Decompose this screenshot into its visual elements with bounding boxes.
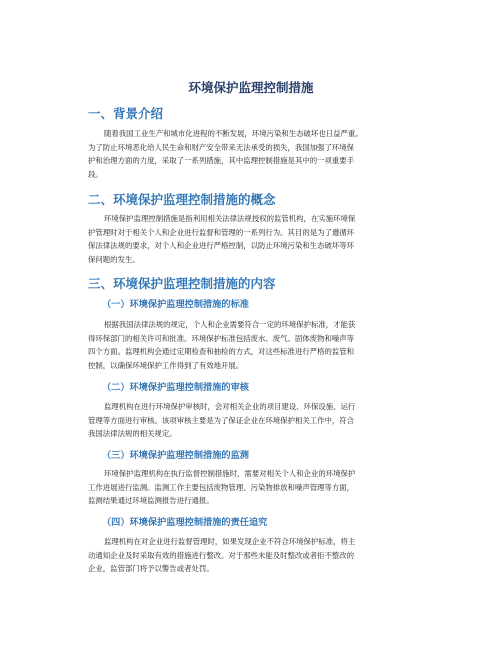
section-heading-concept: 二、环境保护监理控制措施的概念 bbox=[88, 192, 276, 207]
text-line: 监理机构在对企业进行监督管理时，如果发现企业不符合环境保护标准，将主 bbox=[104, 537, 356, 546]
text-line: 管理等方面进行审核。该项审核主要是为了保证企业在环境保护相关工作中，符合 bbox=[88, 415, 355, 425]
text-line: 控制，以确保环境保护工作得到了有效地开展。 bbox=[88, 360, 244, 370]
text-line: 保问题的发生。 bbox=[88, 254, 140, 264]
text-line: 监测结果通过环境监测报告进行通报。 bbox=[88, 496, 214, 505]
subsection-heading-accountability: （四）环境保护监理控制措施的责任追究 bbox=[102, 517, 268, 528]
text-line: 环境保护监理控制措施是指利用相关法律法规授权的监管机构，在实施环境保 bbox=[104, 214, 356, 223]
paragraph-monitoring bbox=[88, 467, 418, 508]
section-heading-background: 一、背景介绍 bbox=[88, 106, 164, 121]
text-line: 护管理时对于相关个人和企业进行监督和管理的一系列行为。其目的是为了遵循环 bbox=[88, 227, 355, 237]
text-line: 为了防止环境恶化给人民生命和财产安全带来无法承受的损失，我国加强了环境保 bbox=[88, 142, 355, 152]
paragraph-standards bbox=[88, 318, 418, 372]
text-line: 保法律法规的要求，对个人和企业进行严格控制，以防止环境污染和生态破坏等环 bbox=[88, 241, 355, 250]
subsection-heading-review: （二）环境保护监理控制措施的审核 bbox=[102, 382, 249, 393]
text-line: 四个方面。监理机构会通过定期检查和抽检的方式，对这些标准进行严格的监管和 bbox=[88, 347, 355, 356]
section-heading-content: 三、环境保护监理控制措施的内容 bbox=[88, 276, 276, 291]
paragraph-concept bbox=[88, 212, 418, 266]
document-title: 环境保护监理控制措施 bbox=[188, 80, 314, 95]
text-line: 环境保护监理机构在执行监督控制措施时，需要对相关个人和企业的环境保护 bbox=[104, 469, 356, 478]
text-line: 根据我国法律法规的规定，个人和企业需要符合一定的环境保护标准，才能获 bbox=[104, 320, 356, 329]
subsection-heading-standards: （一）环境保护监理控制措施的标准 bbox=[102, 299, 249, 310]
text-line: 动通知企业及时采取有效的措施进行整改。对于那些未能及时整改或者拒不整改的 bbox=[88, 550, 355, 560]
subsection-heading-monitoring: （三）环境保护监理控制措施的监测 bbox=[102, 450, 249, 461]
text-line: 企业，监管部门将予以警告或者处罚。 bbox=[88, 564, 214, 573]
text-line: 段。 bbox=[88, 169, 103, 179]
text-line: 随着我国工业生产和城市化进程的不断发展，环境污染和生态破坏也日益严重。 bbox=[104, 129, 363, 138]
text-line: 护和治理方面的力度，采取了一系列措施，其中监理控制措施是其中的一项重要手 bbox=[88, 156, 355, 165]
paragraph-accountability bbox=[88, 535, 418, 576]
text-line: 得环保部门的相关许可和批准。环境保护标准包括废水、废气、固体废物和噪声等 bbox=[88, 333, 355, 343]
text-line: 我国法律法规的相关规定。 bbox=[88, 429, 177, 438]
text-line: 工作进展进行监测。监测工作主要包括废物管理、污染物排放和噪声管理等方面， bbox=[88, 482, 355, 492]
paragraph-background bbox=[88, 127, 418, 181]
paragraph-review bbox=[88, 400, 418, 441]
text-line: 监理机构在进行环境保护审核时，会对相关企业的项目建设、环保设施、运行 bbox=[104, 402, 356, 411]
